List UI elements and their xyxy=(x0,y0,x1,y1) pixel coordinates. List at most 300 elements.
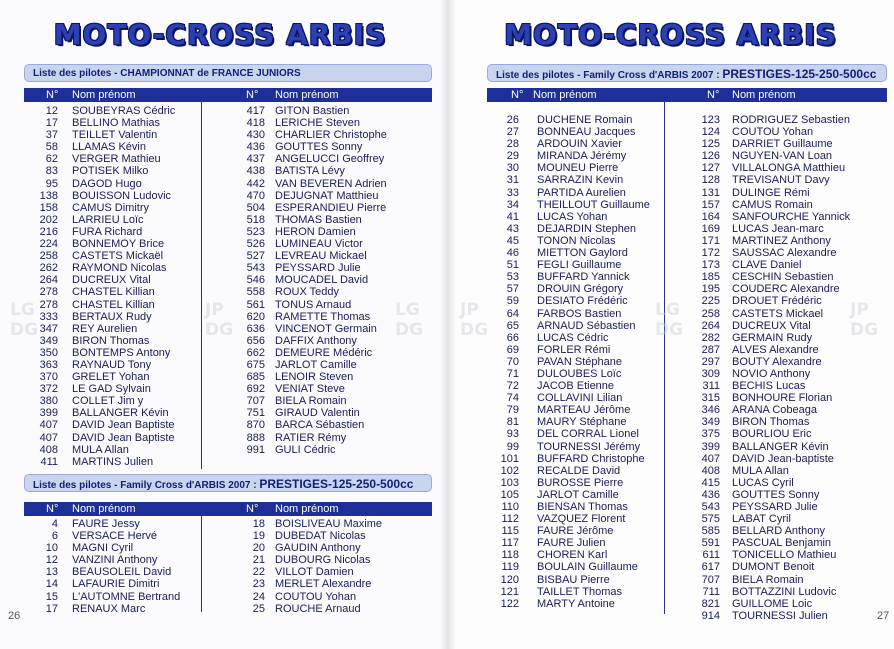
watermark: JP DG xyxy=(850,300,879,340)
pilot-name: BONHOURE Florian xyxy=(732,392,833,405)
right-section-header xyxy=(487,64,887,82)
pilot-name: DUBEDAT Nicolas xyxy=(275,530,366,543)
pilot-number: 93 xyxy=(506,428,519,441)
pilot-number: 287 xyxy=(701,343,720,356)
list-item xyxy=(489,574,664,586)
list-item xyxy=(235,190,435,202)
list-item xyxy=(235,407,435,419)
pilot-name: PAVAN Stéphane xyxy=(537,355,622,368)
pilot-number: 518 xyxy=(246,213,265,226)
pilot-name: ROUX Teddy xyxy=(275,286,339,299)
book-gutter xyxy=(440,0,456,649)
pilot-number: 19 xyxy=(252,530,265,543)
list-item xyxy=(690,199,890,211)
list-item xyxy=(489,114,664,126)
list-item xyxy=(28,432,203,444)
list-item xyxy=(489,199,664,211)
list-item xyxy=(489,283,664,295)
left-section2-header xyxy=(24,474,432,492)
pilot-number: 707 xyxy=(246,395,265,408)
pilot-number: 33 xyxy=(506,186,519,199)
list-item xyxy=(235,178,435,190)
watermark: LG DG xyxy=(395,300,424,340)
pilot-number: 46 xyxy=(506,247,519,260)
pilot-number: 278 xyxy=(39,286,58,299)
pilot-number: 69 xyxy=(506,343,519,356)
pilot-name: BATISTA Lévy xyxy=(275,165,345,178)
pilot-number: 185 xyxy=(701,271,720,284)
pilot-name: VENIAT Steve xyxy=(275,383,345,396)
pilot-number: 27 xyxy=(506,126,519,139)
pilot-number: 6 xyxy=(51,530,58,543)
pilot-name: PASCUAL Benjamin xyxy=(732,537,832,550)
pilot-name: FEGLI Guillaume xyxy=(537,259,622,272)
section-header-prefix: Liste des pilotes - xyxy=(33,68,121,79)
pilot-name: RENAUX Marc xyxy=(72,602,146,615)
pilot-name: SOUBEYRAS Cédric xyxy=(72,105,176,117)
pilot-number: 620 xyxy=(246,310,265,323)
list-item xyxy=(28,518,203,530)
list-item xyxy=(28,323,203,335)
page-number: 27 xyxy=(877,610,890,622)
right-col-a xyxy=(489,114,664,610)
list-item xyxy=(690,150,890,162)
pilot-name: DEL CORRAL Lionel xyxy=(537,428,639,441)
pilot-number: 407 xyxy=(701,452,720,465)
list-item xyxy=(235,238,435,250)
list-item xyxy=(235,250,435,262)
pilot-name: COUTOU Yohan xyxy=(732,126,814,139)
pilot-number: 224 xyxy=(39,238,58,251)
pilot-number: 123 xyxy=(701,114,720,126)
pilot-name: ANGELUCCI Geoffrey xyxy=(275,153,385,166)
pilot-name: SARRAZIN Kevin xyxy=(537,174,624,187)
pilot-number: 543 xyxy=(246,262,265,275)
pilot-number: 112 xyxy=(501,513,519,526)
pilot-number: 315 xyxy=(701,392,720,405)
pilot-number: 262 xyxy=(39,262,58,275)
pilot-name: HERON Damien xyxy=(275,225,356,238)
list-item xyxy=(489,465,664,477)
pilot-name: BEAUSOLEIL David xyxy=(72,566,172,579)
list-item xyxy=(489,247,664,259)
pilot-number: 417 xyxy=(246,105,265,117)
pilot-name: LE GAD Sylvain xyxy=(72,383,151,396)
pilot-name: MULA Allan xyxy=(732,464,789,477)
pilot-name: LLAMAS Kévin xyxy=(72,141,146,154)
pilot-name: FAURE Jérôme xyxy=(537,525,614,538)
pilot-name: DEJARDIN Stephen xyxy=(537,222,637,235)
pilot-number: 10 xyxy=(45,542,58,555)
pilot-name: BERTAUX Rudy xyxy=(72,310,152,323)
pilot-number: 399 xyxy=(39,407,58,420)
pilot-number: 363 xyxy=(39,358,58,371)
list-item xyxy=(690,344,890,356)
list-item xyxy=(489,549,664,561)
list-item xyxy=(690,610,890,622)
pilot-name: BUROSSE Pierre xyxy=(537,476,624,489)
pilot-number: 685 xyxy=(246,371,265,384)
list-item xyxy=(690,561,890,573)
pilot-name: BONTEMPS Antony xyxy=(72,346,171,359)
list-item xyxy=(28,226,203,238)
pilot-number: 333 xyxy=(39,310,58,323)
pilot-number: 692 xyxy=(246,383,265,396)
pilot-number: 349 xyxy=(701,416,720,429)
pilot-name: TREVISANUT Davy xyxy=(732,174,830,187)
pilot-number: 66 xyxy=(506,331,519,344)
list-item xyxy=(690,356,890,368)
left-section2-table-header xyxy=(24,502,432,516)
pilot-name: BOURLIOU Eric xyxy=(732,428,812,441)
pilot-name: VAN BEVEREN Adrien xyxy=(275,177,387,190)
pilot-name: BUFFARD Yannick xyxy=(537,271,630,284)
pilot-number: 418 xyxy=(246,117,265,130)
list-item xyxy=(690,271,890,283)
list-item xyxy=(690,513,890,525)
pilot-name: BIENSAN Thomas xyxy=(537,501,628,513)
list-item xyxy=(235,129,435,141)
pilot-number: 70 xyxy=(506,355,519,368)
pilot-name: MARTINEZ Anthony xyxy=(732,234,831,247)
pilot-name: BELLARD Anthony xyxy=(732,525,825,538)
list-item xyxy=(690,525,890,537)
pilot-number: 173 xyxy=(701,259,720,272)
pilot-name: BOULAIN Guillaume xyxy=(537,561,638,574)
list-item xyxy=(235,347,435,359)
pilot-number: 125 xyxy=(701,138,720,151)
section-header-strong: CHAMPIONNAT de FRANCE JUNIORS xyxy=(120,68,301,79)
pilot-name: DAFFIX Anthony xyxy=(275,334,357,347)
pilot-name: L'AUTOMNE Bertrand xyxy=(72,590,181,603)
pilot-number: 131 xyxy=(701,186,720,199)
pilot-name: MERLET Alexandre xyxy=(275,578,372,591)
list-item xyxy=(235,117,435,129)
list-item xyxy=(690,126,890,138)
pilot-number: 546 xyxy=(246,274,265,287)
pilot-number: 58 xyxy=(45,141,58,154)
pilot-number: 41 xyxy=(506,210,519,223)
list-item xyxy=(489,525,664,537)
pilot-name: DAVID Jean Baptiste xyxy=(72,431,175,444)
pilot-name: BIELA Romain xyxy=(732,573,804,586)
pilot-number: 821 xyxy=(701,597,720,610)
list-item xyxy=(690,114,890,126)
pilot-name: JARLOT Camille xyxy=(275,358,357,371)
list-item xyxy=(690,187,890,199)
pilot-name: FAURE Julien xyxy=(537,537,606,550)
pilot-number: 57 xyxy=(506,283,519,296)
pilot-name: DUCREUX Vital xyxy=(732,319,811,332)
pilot-number: 31 xyxy=(506,174,519,187)
pilot-number: 101 xyxy=(500,452,519,465)
pilot-number: 225 xyxy=(701,295,720,308)
list-item xyxy=(489,392,664,404)
section-header-prefix: Liste des pilotes - Family Cross d'ARBIS 2007 : xyxy=(33,480,260,491)
pilot-number: 561 xyxy=(246,298,265,311)
list-item xyxy=(489,308,664,320)
pilot-name: RODRIGUEZ Sebastien xyxy=(732,114,850,126)
pilot-name: BALLANGER Kévin xyxy=(732,440,829,453)
pilot-number: 169 xyxy=(701,222,720,235)
pilot-number: 216 xyxy=(39,225,58,238)
list-item xyxy=(235,578,435,590)
list-item xyxy=(28,383,203,395)
pilot-name: BECHIS Lucas xyxy=(732,380,806,393)
left-section1-col-a xyxy=(28,105,203,468)
pilot-name: LUCAS Yohan xyxy=(537,210,608,223)
list-item xyxy=(690,465,890,477)
pilot-name: BUFFARD Christophe xyxy=(537,452,645,465)
pilot-name: LUMINEAU Victor xyxy=(275,238,363,251)
pilot-name: LABAT Cyril xyxy=(732,513,791,526)
pilot-name: DEMEURE Médéric xyxy=(275,346,373,359)
list-item xyxy=(28,178,203,190)
list-item xyxy=(235,530,435,542)
pilot-number: 17 xyxy=(45,602,58,615)
pilot-number: 662 xyxy=(246,346,265,359)
pilot-number: 675 xyxy=(246,358,265,371)
list-item xyxy=(690,501,890,513)
col-header-num: N° xyxy=(511,89,524,101)
pilot-number: 95 xyxy=(45,177,58,190)
pilot-name: REY Aurelien xyxy=(72,322,138,335)
pilot-name: JACOB Etienne xyxy=(537,380,615,393)
list-item xyxy=(28,153,203,165)
list-item xyxy=(489,477,664,489)
list-item xyxy=(28,530,203,542)
list-item xyxy=(489,489,664,501)
pilot-number: 43 xyxy=(506,222,519,235)
column-divider xyxy=(664,102,665,614)
pilot-number: 126 xyxy=(701,150,720,163)
list-item xyxy=(28,129,203,141)
pilot-number: 15 xyxy=(45,590,58,603)
pilot-number: 195 xyxy=(701,283,720,296)
col-header-name: Nom prénom xyxy=(732,89,796,101)
pilot-number: 309 xyxy=(701,367,720,380)
pilot-name: FORLER Rémi xyxy=(537,343,611,356)
pilot-number: 264 xyxy=(39,274,58,287)
pilot-name: GULI Cédric xyxy=(275,443,336,456)
pilot-name: PEYSSARD Julie xyxy=(732,501,818,513)
list-item xyxy=(28,603,203,615)
pilot-name: VILLOT Damien xyxy=(275,566,354,579)
col-header-name: Nom prénom xyxy=(275,503,339,515)
pilot-name: VANZINI Anthony xyxy=(72,554,158,567)
pilot-name: DAVID Jean Baptiste xyxy=(72,419,175,432)
pilot-name: NOVIO Anthony xyxy=(732,367,811,380)
pilot-number: 591 xyxy=(701,537,720,550)
pilot-name: VERGER Mathieu xyxy=(72,153,161,166)
pilot-number: 13 xyxy=(45,566,58,579)
list-item xyxy=(489,513,664,525)
pilot-number: 407 xyxy=(39,431,58,444)
list-item xyxy=(28,117,203,129)
pilot-number: 171 xyxy=(701,234,720,247)
pilot-number: 415 xyxy=(701,476,720,489)
list-item xyxy=(690,138,890,150)
pilot-name: ROUCHE Arnaud xyxy=(275,602,361,615)
list-item xyxy=(28,456,203,468)
pilot-name: LUCAS Cédric xyxy=(537,331,609,344)
list-item xyxy=(28,554,203,566)
pilot-name: CAMUS Dimitry xyxy=(72,201,149,214)
list-item xyxy=(489,235,664,247)
list-item xyxy=(235,566,435,578)
list-item xyxy=(489,356,664,368)
pilot-number: 64 xyxy=(506,307,519,320)
pilot-name: TONUS Arnaud xyxy=(275,298,352,311)
list-item xyxy=(235,383,435,395)
pilot-number: 158 xyxy=(39,201,58,214)
pilot-name: BOUTY Alexandre xyxy=(732,355,822,368)
pilot-name: GUILLOME Loic xyxy=(732,597,813,610)
pilot-name: VINCENOT Germain xyxy=(275,322,377,335)
list-item xyxy=(690,537,890,549)
pilot-number: 870 xyxy=(246,419,265,432)
pilot-name: NGUYEN-VAN Loan xyxy=(732,150,833,163)
list-item xyxy=(28,578,203,590)
list-item xyxy=(28,407,203,419)
list-item xyxy=(489,441,664,453)
col-header-name: Nom prénom xyxy=(72,503,136,515)
pilot-name: COLLAVINI Lilian xyxy=(537,392,623,405)
pilot-name: GERMAIN Rudy xyxy=(732,331,813,344)
list-item xyxy=(235,105,435,117)
pilot-name: COLLET Jim y xyxy=(72,395,144,408)
pilot-number: 157 xyxy=(701,198,720,211)
watermark: LG DG xyxy=(655,300,684,340)
pilot-number: 914 xyxy=(701,609,720,622)
pilot-number: 128 xyxy=(701,174,720,187)
pilot-name: CHARLIER Christophe xyxy=(275,129,387,142)
pilot-number: 83 xyxy=(45,165,58,178)
list-item xyxy=(235,554,435,566)
pilot-number: 430 xyxy=(246,129,265,142)
pilot-name: FARBOS Bastien xyxy=(537,307,622,320)
list-item xyxy=(28,274,203,286)
list-item xyxy=(690,574,890,586)
pilot-name: CASTETS Mickaël xyxy=(72,250,164,263)
pilot-number: 4 xyxy=(51,518,58,530)
list-item xyxy=(489,150,664,162)
list-item xyxy=(28,202,203,214)
pilot-number: 28 xyxy=(506,138,519,151)
pilot-name: SAUSSAC Alexandre xyxy=(732,247,837,260)
pilot-name: THEILLOUT Guillaume xyxy=(537,198,650,211)
list-item xyxy=(235,395,435,407)
pilot-number: 127 xyxy=(701,162,720,175)
pilot-name: LERICHE Steven xyxy=(275,117,360,130)
pilot-number: 23 xyxy=(252,578,265,591)
pilot-number: 110 xyxy=(501,501,519,513)
list-item xyxy=(235,214,435,226)
list-item xyxy=(690,477,890,489)
pilot-number: 346 xyxy=(701,404,720,417)
list-item xyxy=(489,259,664,271)
list-item xyxy=(28,286,203,298)
list-item xyxy=(690,247,890,259)
pilot-name: VILLALONGA Matthieu xyxy=(732,162,846,175)
pilot-name: MAGNI Cyril xyxy=(72,542,134,555)
watermark: JP DG xyxy=(205,300,234,340)
pilot-name: DROUET Frédéric xyxy=(732,295,822,308)
pilot-name: TOURNESSI Jérémy xyxy=(537,440,641,453)
list-item xyxy=(489,174,664,186)
pilot-name: RATIER Rémy xyxy=(275,431,347,444)
pilot-name: BONNEAU Jacques xyxy=(537,126,636,139)
pilot-name: PEYSSARD Julie xyxy=(275,262,361,275)
pilot-number: 436 xyxy=(246,141,265,154)
pilot-number: 347 xyxy=(39,322,58,335)
pilot-name: CHASTEL Killian xyxy=(72,286,155,299)
pilot-name: TONON Nicolas xyxy=(537,234,616,247)
pilot-name: MARTY Antoine xyxy=(537,597,615,610)
col-header-num: N° xyxy=(246,89,259,101)
col-header-name: Nom prénom xyxy=(72,89,136,101)
list-item xyxy=(28,359,203,371)
pilot-name: ESPERANDIEU Pierre xyxy=(275,201,387,214)
list-item xyxy=(28,542,203,554)
list-item xyxy=(489,320,664,332)
list-item xyxy=(489,162,664,174)
right-page-title: MOTO-CROSS ARBIS xyxy=(504,18,837,51)
list-item xyxy=(235,141,435,153)
pilot-number: 411 xyxy=(40,455,58,468)
pilot-name: BOUISSON Ludovic xyxy=(72,189,172,202)
pilot-name: BIELA Romain xyxy=(275,395,347,408)
pilot-name: GOUTTES Sonny xyxy=(732,488,820,501)
pilot-number: 297 xyxy=(701,355,720,368)
list-item xyxy=(235,518,435,530)
list-item xyxy=(489,211,664,223)
pilot-name: CLAVE Daniel xyxy=(732,259,802,272)
pilot-number: 258 xyxy=(701,307,720,320)
pilot-name: LENOIR Steven xyxy=(275,371,354,384)
pilot-name: JARLOT Camille xyxy=(537,488,619,501)
right-col-b xyxy=(690,114,890,622)
pilot-number: 12 xyxy=(45,554,58,567)
pilot-name: TEILLET Valentin xyxy=(72,129,158,142)
pilot-name: LUCAS Jean-marc xyxy=(732,222,824,235)
list-item xyxy=(489,223,664,235)
list-item xyxy=(28,299,203,311)
pilot-number: 543 xyxy=(701,501,720,513)
pilot-number: 282 xyxy=(701,331,720,344)
pilot-name: POTISEK Milko xyxy=(72,165,149,178)
pilot-number: 115 xyxy=(501,525,519,538)
list-item xyxy=(489,501,664,513)
list-item xyxy=(28,566,203,578)
list-item xyxy=(489,598,664,610)
pilot-number: 375 xyxy=(701,428,720,441)
list-item xyxy=(235,432,435,444)
list-item xyxy=(235,165,435,177)
pilot-name: BARCA Sébastien xyxy=(275,419,365,432)
pilot-number: 37 xyxy=(45,129,58,142)
pilot-number: 711 xyxy=(702,585,720,598)
section-header-strong: PRESTIGES-125-250-500cc xyxy=(259,477,414,491)
pilot-number: 62 xyxy=(45,153,58,166)
list-item xyxy=(489,138,664,150)
pilot-name: DUBOURG Nicolas xyxy=(275,554,371,567)
left-section2-col-a xyxy=(28,518,203,615)
pilot-number: 617 xyxy=(701,561,720,574)
list-item xyxy=(28,444,203,456)
pilot-number: 65 xyxy=(506,319,519,332)
pilot-number: 124 xyxy=(701,126,720,139)
